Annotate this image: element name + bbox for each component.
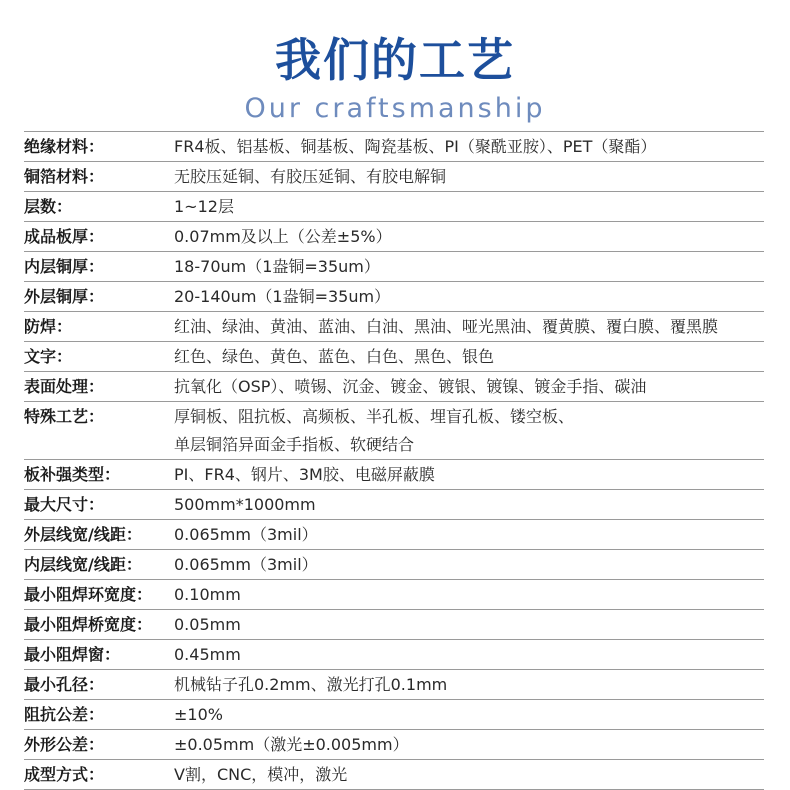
spec-value-line: 单层铜箔异面金手指板、软硬结合 xyxy=(174,435,415,454)
spec-value-line: 20-140um（1盎铜=35um） xyxy=(174,287,391,306)
spec-label: 防焊： xyxy=(24,317,73,336)
spec-row xyxy=(24,282,764,312)
spec-value-line: 0.065mm（3mil） xyxy=(174,525,318,544)
spec-value xyxy=(174,761,764,789)
spec-label: 最小孔径： xyxy=(24,675,105,694)
spec-value-line: 500mm*1000mm xyxy=(174,495,316,514)
spec-label: 成型方式： xyxy=(24,765,105,784)
spec-value-line: 1~12层 xyxy=(174,197,234,216)
spec-value-line: 0.05mm xyxy=(174,615,241,634)
spec-value xyxy=(174,343,764,371)
spec-value-line: 0.07mm及以上（公差±5%） xyxy=(174,227,392,246)
spec-value xyxy=(174,373,764,401)
spec-value xyxy=(174,671,764,699)
spec-row xyxy=(24,372,764,402)
spec-value xyxy=(174,491,764,519)
spec-value xyxy=(174,283,764,311)
page-subtitle: Our craftsmanship xyxy=(244,93,546,124)
spec-label: 最小阻焊窗： xyxy=(24,645,121,664)
spec-row xyxy=(24,192,764,222)
spec-label: 特殊工艺： xyxy=(24,407,105,426)
spec-row xyxy=(24,610,764,640)
spec-value xyxy=(174,223,764,251)
spec-value xyxy=(174,521,764,549)
spec-label: 最小阻焊环宽度： xyxy=(24,585,153,604)
spec-value-line: 红色、绿色、黄色、蓝色、白色、黑色、银色 xyxy=(174,347,495,366)
spec-value-line: ±10% xyxy=(174,705,223,724)
spec-value-line: 0.45mm xyxy=(174,645,241,664)
spec-row xyxy=(24,550,764,580)
spec-row xyxy=(24,580,764,610)
spec-table xyxy=(24,131,764,790)
spec-value-line: 18-70um（1盎铜=35um） xyxy=(174,257,380,276)
spec-label: 成品板厚： xyxy=(24,227,105,246)
spec-value xyxy=(174,731,764,759)
spec-value xyxy=(174,461,764,489)
spec-row xyxy=(24,131,764,162)
spec-value-line: PI、FR4、钢片、3M胶、电磁屏蔽膜 xyxy=(174,465,435,484)
spec-value-line: V割，CNC，模冲，激光 xyxy=(174,765,348,784)
spec-row xyxy=(24,222,764,252)
spec-value xyxy=(174,133,764,161)
spec-row xyxy=(24,162,764,192)
spec-label: 板补强类型： xyxy=(24,465,121,484)
spec-row xyxy=(24,700,764,730)
spec-value-line: 厚铜板、阻抗板、高频板、半孔板、埋盲孔板、镂空板、 xyxy=(174,407,575,426)
spec-row xyxy=(24,520,764,550)
spec-label: 最大尺寸： xyxy=(24,495,105,514)
spec-value-line: FR4板、铝基板、铜基板、陶瓷基板、PI（聚酰亚胺）、PET（聚酯） xyxy=(174,137,657,156)
spec-value xyxy=(174,313,764,341)
page-title: 我们的工艺 xyxy=(275,33,515,87)
spec-value-line: 抗氧化（OSP）、喷锡、沉金、镀金、镀银、镀镍、镀金手指、碳油 xyxy=(174,377,647,396)
spec-value xyxy=(174,641,764,669)
spec-value-line: ±0.05mm（激光±0.005mm） xyxy=(174,735,409,754)
spec-value xyxy=(174,163,764,191)
spec-label: 外层线宽/线距： xyxy=(24,525,142,544)
spec-value-line: 0.10mm xyxy=(174,585,241,604)
spec-label: 绝缘材料： xyxy=(24,137,105,156)
spec-value-line: 红油、绿油、黄油、蓝油、白油、黑油、哑光黑油、覆黄膜、覆白膜、覆黑膜 xyxy=(174,317,719,336)
spec-label: 文字： xyxy=(24,347,73,366)
spec-value xyxy=(174,701,764,729)
spec-label: 最小阻焊桥宽度： xyxy=(24,615,153,634)
spec-row xyxy=(24,670,764,700)
spec-row xyxy=(24,640,764,670)
spec-label: 阻抗公差： xyxy=(24,705,105,724)
spec-row xyxy=(24,460,764,490)
spec-label: 内层线宽/线距： xyxy=(24,555,142,574)
spec-row xyxy=(24,342,764,372)
spec-label: 内层铜厚： xyxy=(24,257,105,276)
spec-value xyxy=(174,253,764,281)
spec-row xyxy=(24,312,764,342)
spec-label: 外形公差： xyxy=(24,735,105,754)
spec-value xyxy=(174,581,764,609)
spec-label: 表面处理： xyxy=(24,377,105,396)
spec-row xyxy=(24,490,764,520)
spec-value-line: 机械钻子孔0.2mm、激光打孔0.1mm xyxy=(174,675,448,694)
spec-value xyxy=(174,193,764,221)
spec-row xyxy=(24,252,764,282)
spec-label: 外层铜厚： xyxy=(24,287,105,306)
spec-value-line: 0.065mm（3mil） xyxy=(174,555,318,574)
spec-value-line: 无胶压延铜、有胶压延铜、有胶电解铜 xyxy=(174,167,447,186)
spec-value xyxy=(174,551,764,579)
spec-row xyxy=(24,730,764,760)
spec-value xyxy=(174,611,764,639)
spec-label: 铜箔材料： xyxy=(24,167,105,186)
spec-value xyxy=(174,403,764,459)
spec-row xyxy=(24,402,764,460)
spec-label: 层数： xyxy=(24,197,73,216)
